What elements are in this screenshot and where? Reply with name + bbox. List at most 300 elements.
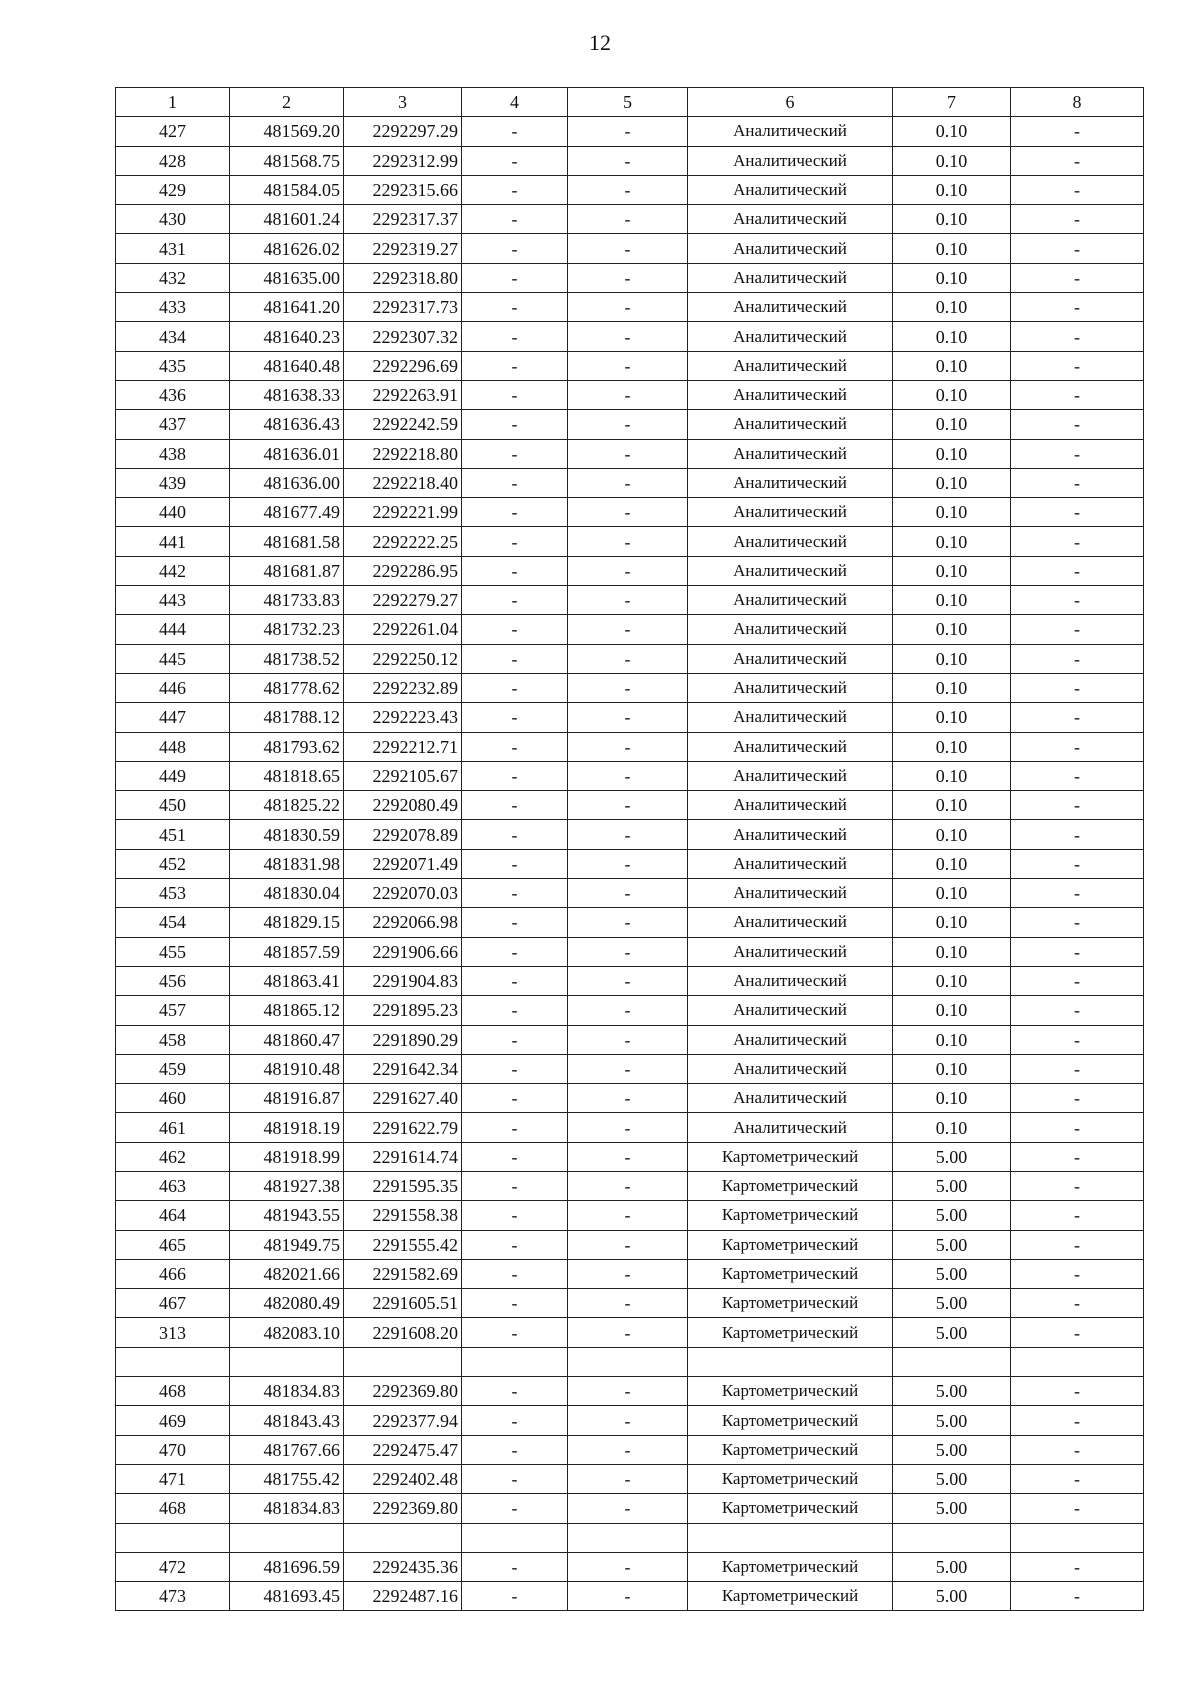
table-cell: 428 bbox=[116, 146, 230, 175]
table-cell: Картометрический bbox=[688, 1142, 893, 1171]
table-cell: - bbox=[1011, 966, 1144, 995]
table-cell: - bbox=[568, 1582, 688, 1611]
table-cell: 2292286.95 bbox=[344, 556, 462, 585]
table-row bbox=[116, 175, 1144, 204]
table-cell: Картометрический bbox=[688, 1201, 893, 1230]
table-cell: 2291904.83 bbox=[344, 966, 462, 995]
column-header-4: 4 bbox=[462, 88, 568, 117]
table-cell: 2292071.49 bbox=[344, 849, 462, 878]
table-cell: 481857.59 bbox=[230, 937, 344, 966]
table-cell: - bbox=[462, 351, 568, 380]
table-cell: - bbox=[568, 410, 688, 439]
table-cell: - bbox=[568, 908, 688, 937]
table-cell: - bbox=[462, 1054, 568, 1083]
table-row bbox=[116, 1259, 1144, 1288]
column-header-7: 7 bbox=[893, 88, 1011, 117]
table-cell: 2292297.29 bbox=[344, 117, 462, 146]
table-cell: - bbox=[568, 527, 688, 556]
table-cell: Аналитический bbox=[688, 615, 893, 644]
table-cell: - bbox=[462, 1377, 568, 1406]
table-cell: 445 bbox=[116, 644, 230, 673]
table-cell: 5.00 bbox=[893, 1377, 1011, 1406]
table-row bbox=[116, 908, 1144, 937]
table-cell: - bbox=[1011, 615, 1144, 644]
table-cell: - bbox=[568, 322, 688, 351]
table-cell: 468 bbox=[116, 1377, 230, 1406]
table-cell: 459 bbox=[116, 1054, 230, 1083]
table-cell: 5.00 bbox=[893, 1494, 1011, 1523]
table-cell: 473 bbox=[116, 1582, 230, 1611]
table-cell: - bbox=[462, 1318, 568, 1347]
table-row bbox=[116, 439, 1144, 468]
table-row bbox=[116, 996, 1144, 1025]
table-cell: Картометрический bbox=[688, 1377, 893, 1406]
table-cell: 0.10 bbox=[893, 879, 1011, 908]
table-cell: - bbox=[568, 673, 688, 702]
table-cell: 470 bbox=[116, 1435, 230, 1464]
table-cell: 2292105.67 bbox=[344, 761, 462, 790]
table-cell: 451 bbox=[116, 820, 230, 849]
table-cell: Картометрический bbox=[688, 1289, 893, 1318]
table-cell: - bbox=[568, 1552, 688, 1581]
table-cell: - bbox=[462, 234, 568, 263]
table-cell: - bbox=[1011, 1464, 1144, 1493]
table-cell: 481640.48 bbox=[230, 351, 344, 380]
table-row bbox=[116, 1230, 1144, 1259]
table-cell: 433 bbox=[116, 293, 230, 322]
table-cell: - bbox=[568, 586, 688, 615]
table-row bbox=[116, 586, 1144, 615]
table-cell: - bbox=[462, 527, 568, 556]
table-cell: - bbox=[462, 468, 568, 497]
table-cell: 2291605.51 bbox=[344, 1289, 462, 1318]
table-cell: 481834.83 bbox=[230, 1377, 344, 1406]
table-cell: Аналитический bbox=[688, 908, 893, 937]
table-row bbox=[116, 293, 1144, 322]
table-cell: 0.10 bbox=[893, 468, 1011, 497]
table-cell: 2292242.59 bbox=[344, 410, 462, 439]
table-cell: - bbox=[462, 879, 568, 908]
table-cell: 0.10 bbox=[893, 908, 1011, 937]
table-cell: - bbox=[462, 703, 568, 732]
table-cell: 481636.00 bbox=[230, 468, 344, 497]
table-row bbox=[116, 1347, 1144, 1376]
table-row bbox=[116, 849, 1144, 878]
table-cell: 427 bbox=[116, 117, 230, 146]
table-cell: 457 bbox=[116, 996, 230, 1025]
table-cell: 450 bbox=[116, 791, 230, 820]
table-cell: - bbox=[1011, 1435, 1144, 1464]
table-cell: - bbox=[462, 732, 568, 761]
table-cell: - bbox=[462, 1406, 568, 1435]
table-row bbox=[116, 1201, 1144, 1230]
table-cell: - bbox=[1011, 1406, 1144, 1435]
table-cell: - bbox=[568, 468, 688, 497]
table-row bbox=[116, 1523, 1144, 1552]
table-cell: - bbox=[462, 1259, 568, 1288]
table-cell: - bbox=[1011, 761, 1144, 790]
table-cell: 429 bbox=[116, 175, 230, 204]
table-cell: - bbox=[1011, 586, 1144, 615]
table-cell: - bbox=[1011, 1113, 1144, 1142]
table-cell: - bbox=[568, 761, 688, 790]
table-cell bbox=[230, 1347, 344, 1376]
table-cell: 449 bbox=[116, 761, 230, 790]
column-header-1: 1 bbox=[116, 88, 230, 117]
table-cell: 446 bbox=[116, 673, 230, 702]
table-cell: 481834.83 bbox=[230, 1494, 344, 1523]
table-cell: 0.10 bbox=[893, 673, 1011, 702]
table-row bbox=[116, 1552, 1144, 1581]
table-cell: Аналитический bbox=[688, 322, 893, 351]
column-header-6: 6 bbox=[688, 88, 893, 117]
table-cell: - bbox=[568, 205, 688, 234]
table-cell: 481788.12 bbox=[230, 703, 344, 732]
table-cell: Аналитический bbox=[688, 849, 893, 878]
table-row bbox=[116, 234, 1144, 263]
table-cell: - bbox=[1011, 439, 1144, 468]
table-cell: - bbox=[1011, 937, 1144, 966]
table-cell: Аналитический bbox=[688, 1054, 893, 1083]
table-cell: 481910.48 bbox=[230, 1054, 344, 1083]
table-cell: 2292315.66 bbox=[344, 175, 462, 204]
table-cell: Картометрический bbox=[688, 1494, 893, 1523]
table-cell: 481568.75 bbox=[230, 146, 344, 175]
table-cell: 434 bbox=[116, 322, 230, 351]
table-cell: 2291595.35 bbox=[344, 1171, 462, 1200]
table-cell: 2291555.42 bbox=[344, 1230, 462, 1259]
table-cell: - bbox=[568, 820, 688, 849]
table-cell: - bbox=[568, 1230, 688, 1259]
table-cell: 481778.62 bbox=[230, 673, 344, 702]
table-cell: 2292487.16 bbox=[344, 1582, 462, 1611]
table-cell: Картометрический bbox=[688, 1406, 893, 1435]
table-cell: 0.10 bbox=[893, 615, 1011, 644]
table-row bbox=[116, 615, 1144, 644]
table-cell: 0.10 bbox=[893, 175, 1011, 204]
table-cell: - bbox=[568, 439, 688, 468]
table-cell: 0.10 bbox=[893, 791, 1011, 820]
table-cell: 0.10 bbox=[893, 644, 1011, 673]
table-cell bbox=[462, 1347, 568, 1376]
table-cell: Аналитический bbox=[688, 732, 893, 761]
table-cell: 447 bbox=[116, 703, 230, 732]
table-cell: 2292317.37 bbox=[344, 205, 462, 234]
table-cell: 439 bbox=[116, 468, 230, 497]
table-cell: 481601.24 bbox=[230, 205, 344, 234]
table-cell: - bbox=[462, 1494, 568, 1523]
table-cell: - bbox=[462, 820, 568, 849]
table-cell bbox=[893, 1523, 1011, 1552]
table-cell: 461 bbox=[116, 1113, 230, 1142]
table-cell: 481927.38 bbox=[230, 1171, 344, 1200]
table-cell: 481732.23 bbox=[230, 615, 344, 644]
table-cell: Аналитический bbox=[688, 937, 893, 966]
table-cell: 0.10 bbox=[893, 410, 1011, 439]
table-cell: - bbox=[568, 732, 688, 761]
table-cell: - bbox=[1011, 820, 1144, 849]
table-cell: Аналитический bbox=[688, 527, 893, 556]
table-cell: - bbox=[568, 937, 688, 966]
table-cell: 5.00 bbox=[893, 1230, 1011, 1259]
table-cell: - bbox=[1011, 1142, 1144, 1171]
table-row bbox=[116, 1406, 1144, 1435]
table-cell: Аналитический bbox=[688, 117, 893, 146]
table-cell: 0.10 bbox=[893, 732, 1011, 761]
table-cell: - bbox=[1011, 1230, 1144, 1259]
table-cell: - bbox=[1011, 732, 1144, 761]
table-cell: Аналитический bbox=[688, 996, 893, 1025]
table-cell: 481793.62 bbox=[230, 732, 344, 761]
table-cell: Картометрический bbox=[688, 1259, 893, 1288]
table-row bbox=[116, 820, 1144, 849]
table-cell: - bbox=[568, 556, 688, 585]
table-cell: 452 bbox=[116, 849, 230, 878]
table-cell: 481677.49 bbox=[230, 498, 344, 527]
table-cell: 481635.00 bbox=[230, 263, 344, 292]
table-cell: 481830.04 bbox=[230, 879, 344, 908]
table-cell: 2291627.40 bbox=[344, 1084, 462, 1113]
table-cell: 481949.75 bbox=[230, 1230, 344, 1259]
table-cell: 2291895.23 bbox=[344, 996, 462, 1025]
table-row bbox=[116, 1113, 1144, 1142]
table-cell: 5.00 bbox=[893, 1289, 1011, 1318]
table-cell: - bbox=[568, 380, 688, 409]
table-cell: 481569.20 bbox=[230, 117, 344, 146]
table-cell: 465 bbox=[116, 1230, 230, 1259]
table-cell: 5.00 bbox=[893, 1406, 1011, 1435]
table-cell: - bbox=[1011, 498, 1144, 527]
table-cell: - bbox=[568, 849, 688, 878]
table-cell: 438 bbox=[116, 439, 230, 468]
table-cell: Аналитический bbox=[688, 761, 893, 790]
table-cell: 458 bbox=[116, 1025, 230, 1054]
table-cell: 0.10 bbox=[893, 761, 1011, 790]
table-cell: Аналитический bbox=[688, 703, 893, 732]
table-cell bbox=[116, 1347, 230, 1376]
table-cell: 5.00 bbox=[893, 1552, 1011, 1581]
table-cell: 481733.83 bbox=[230, 586, 344, 615]
table-cell: 462 bbox=[116, 1142, 230, 1171]
table-cell: 0.10 bbox=[893, 1084, 1011, 1113]
table-cell: Аналитический bbox=[688, 1113, 893, 1142]
table-cell: 481860.47 bbox=[230, 1025, 344, 1054]
table-cell: - bbox=[462, 205, 568, 234]
table-cell: - bbox=[462, 1142, 568, 1171]
table-cell: 0.10 bbox=[893, 849, 1011, 878]
table-cell: Аналитический bbox=[688, 205, 893, 234]
table-cell: - bbox=[1011, 1494, 1144, 1523]
table-cell: 0.10 bbox=[893, 703, 1011, 732]
table-cell: - bbox=[462, 996, 568, 1025]
table-cell: 2292066.98 bbox=[344, 908, 462, 937]
table-cell: - bbox=[1011, 263, 1144, 292]
table-cell: - bbox=[462, 908, 568, 937]
table-row bbox=[116, 117, 1144, 146]
table-cell: 2291558.38 bbox=[344, 1201, 462, 1230]
table-cell: - bbox=[568, 1025, 688, 1054]
table-cell: 481863.41 bbox=[230, 966, 344, 995]
table-cell: 460 bbox=[116, 1084, 230, 1113]
table-cell: - bbox=[1011, 322, 1144, 351]
table-row bbox=[116, 879, 1144, 908]
table-cell: Картометрический bbox=[688, 1552, 893, 1581]
table-cell: 481918.99 bbox=[230, 1142, 344, 1171]
table-cell: 441 bbox=[116, 527, 230, 556]
table-cell: Аналитический bbox=[688, 351, 893, 380]
table-cell: 456 bbox=[116, 966, 230, 995]
table-row bbox=[116, 322, 1144, 351]
table-cell: 455 bbox=[116, 937, 230, 966]
table-row bbox=[116, 1435, 1144, 1464]
table-cell: 481916.87 bbox=[230, 1084, 344, 1113]
table-body bbox=[116, 117, 1144, 1611]
table-cell: 5.00 bbox=[893, 1142, 1011, 1171]
table-cell bbox=[568, 1347, 688, 1376]
table-cell: 0.10 bbox=[893, 351, 1011, 380]
table-cell: Картометрический bbox=[688, 1582, 893, 1611]
table-cell: Картометрический bbox=[688, 1435, 893, 1464]
table-cell: Аналитический bbox=[688, 498, 893, 527]
table-cell: - bbox=[1011, 849, 1144, 878]
table-cell: 442 bbox=[116, 556, 230, 585]
table-cell: 481829.15 bbox=[230, 908, 344, 937]
table-cell: - bbox=[1011, 146, 1144, 175]
table-cell: - bbox=[568, 644, 688, 673]
table-cell: - bbox=[568, 1142, 688, 1171]
table-cell: 0.10 bbox=[893, 293, 1011, 322]
table-cell: - bbox=[568, 1464, 688, 1493]
table-cell: - bbox=[568, 498, 688, 527]
table-cell: - bbox=[568, 1406, 688, 1435]
table-cell: - bbox=[1011, 380, 1144, 409]
table-cell: - bbox=[1011, 1289, 1144, 1318]
table-row bbox=[116, 1582, 1144, 1611]
table-cell bbox=[344, 1347, 462, 1376]
table-cell: 2292212.71 bbox=[344, 732, 462, 761]
table-cell bbox=[893, 1347, 1011, 1376]
table-cell: 481767.66 bbox=[230, 1435, 344, 1464]
table-cell: - bbox=[1011, 556, 1144, 585]
table-cell: 2292218.80 bbox=[344, 439, 462, 468]
table-cell: 0.10 bbox=[893, 146, 1011, 175]
table-cell: 454 bbox=[116, 908, 230, 937]
table-cell: 453 bbox=[116, 879, 230, 908]
table-cell: Аналитический bbox=[688, 234, 893, 263]
table-cell bbox=[462, 1523, 568, 1552]
table-cell: - bbox=[462, 761, 568, 790]
table-cell bbox=[688, 1523, 893, 1552]
table-cell: - bbox=[1011, 175, 1144, 204]
table-cell: - bbox=[568, 1377, 688, 1406]
table-cell: 481755.42 bbox=[230, 1464, 344, 1493]
table-row bbox=[116, 146, 1144, 175]
table-cell: - bbox=[462, 146, 568, 175]
table-cell: - bbox=[1011, 879, 1144, 908]
table-cell: - bbox=[462, 263, 568, 292]
table-cell: 437 bbox=[116, 410, 230, 439]
table-cell: - bbox=[1011, 1377, 1144, 1406]
table-cell: 2292475.47 bbox=[344, 1435, 462, 1464]
table-cell: 467 bbox=[116, 1289, 230, 1318]
table-cell: - bbox=[462, 615, 568, 644]
table-cell: 2291642.34 bbox=[344, 1054, 462, 1083]
table-cell: 481636.43 bbox=[230, 410, 344, 439]
table-cell: - bbox=[568, 351, 688, 380]
table-cell bbox=[1011, 1347, 1144, 1376]
table-cell: 482083.10 bbox=[230, 1318, 344, 1347]
table-cell: 2292312.99 bbox=[344, 146, 462, 175]
table-cell: - bbox=[568, 1259, 688, 1288]
table-row bbox=[116, 966, 1144, 995]
table-cell: 431 bbox=[116, 234, 230, 263]
table-cell: - bbox=[462, 673, 568, 702]
table-cell: - bbox=[1011, 673, 1144, 702]
table-cell bbox=[116, 1523, 230, 1552]
table-cell: 468 bbox=[116, 1494, 230, 1523]
table-cell: - bbox=[568, 293, 688, 322]
table-cell: Аналитический bbox=[688, 1084, 893, 1113]
table-row bbox=[116, 1171, 1144, 1200]
table-cell: 0.10 bbox=[893, 234, 1011, 263]
table-cell: 2292319.27 bbox=[344, 234, 462, 263]
table-cell: 463 bbox=[116, 1171, 230, 1200]
table-cell: 2291614.74 bbox=[344, 1142, 462, 1171]
table-cell: - bbox=[568, 615, 688, 644]
table-cell: 0.10 bbox=[893, 117, 1011, 146]
table-cell: 0.10 bbox=[893, 996, 1011, 1025]
table-cell: - bbox=[1011, 293, 1144, 322]
table-cell: 471 bbox=[116, 1464, 230, 1493]
table-cell: - bbox=[462, 1171, 568, 1200]
table-cell: 430 bbox=[116, 205, 230, 234]
table-cell: Аналитический bbox=[688, 468, 893, 497]
table-cell: 2291622.79 bbox=[344, 1113, 462, 1142]
table-row bbox=[116, 1464, 1144, 1493]
column-header-3: 3 bbox=[344, 88, 462, 117]
table-cell: 2292369.80 bbox=[344, 1494, 462, 1523]
table-cell: Аналитический bbox=[688, 380, 893, 409]
table-row bbox=[116, 761, 1144, 790]
table-cell: - bbox=[568, 1318, 688, 1347]
table-cell: 481681.58 bbox=[230, 527, 344, 556]
table-cell: - bbox=[568, 146, 688, 175]
table-cell: - bbox=[462, 791, 568, 820]
table-cell: 0.10 bbox=[893, 556, 1011, 585]
table-cell: - bbox=[462, 293, 568, 322]
table-cell: - bbox=[462, 439, 568, 468]
table-cell bbox=[1011, 1523, 1144, 1552]
table-cell: - bbox=[462, 1582, 568, 1611]
table-row bbox=[116, 498, 1144, 527]
table-cell: - bbox=[462, 175, 568, 204]
table-cell: 2292080.49 bbox=[344, 791, 462, 820]
table-cell: 2292070.03 bbox=[344, 879, 462, 908]
table-cell: - bbox=[1011, 1201, 1144, 1230]
table-cell: - bbox=[462, 410, 568, 439]
table-cell: Аналитический bbox=[688, 556, 893, 585]
table-cell: 5.00 bbox=[893, 1464, 1011, 1493]
table-row bbox=[116, 1289, 1144, 1318]
table-cell: 481638.33 bbox=[230, 380, 344, 409]
table-row bbox=[116, 1025, 1144, 1054]
table-cell: - bbox=[462, 644, 568, 673]
table-cell: 5.00 bbox=[893, 1259, 1011, 1288]
table-cell: - bbox=[568, 117, 688, 146]
table-cell: 481626.02 bbox=[230, 234, 344, 263]
table-row bbox=[116, 644, 1144, 673]
table-cell: - bbox=[462, 1201, 568, 1230]
